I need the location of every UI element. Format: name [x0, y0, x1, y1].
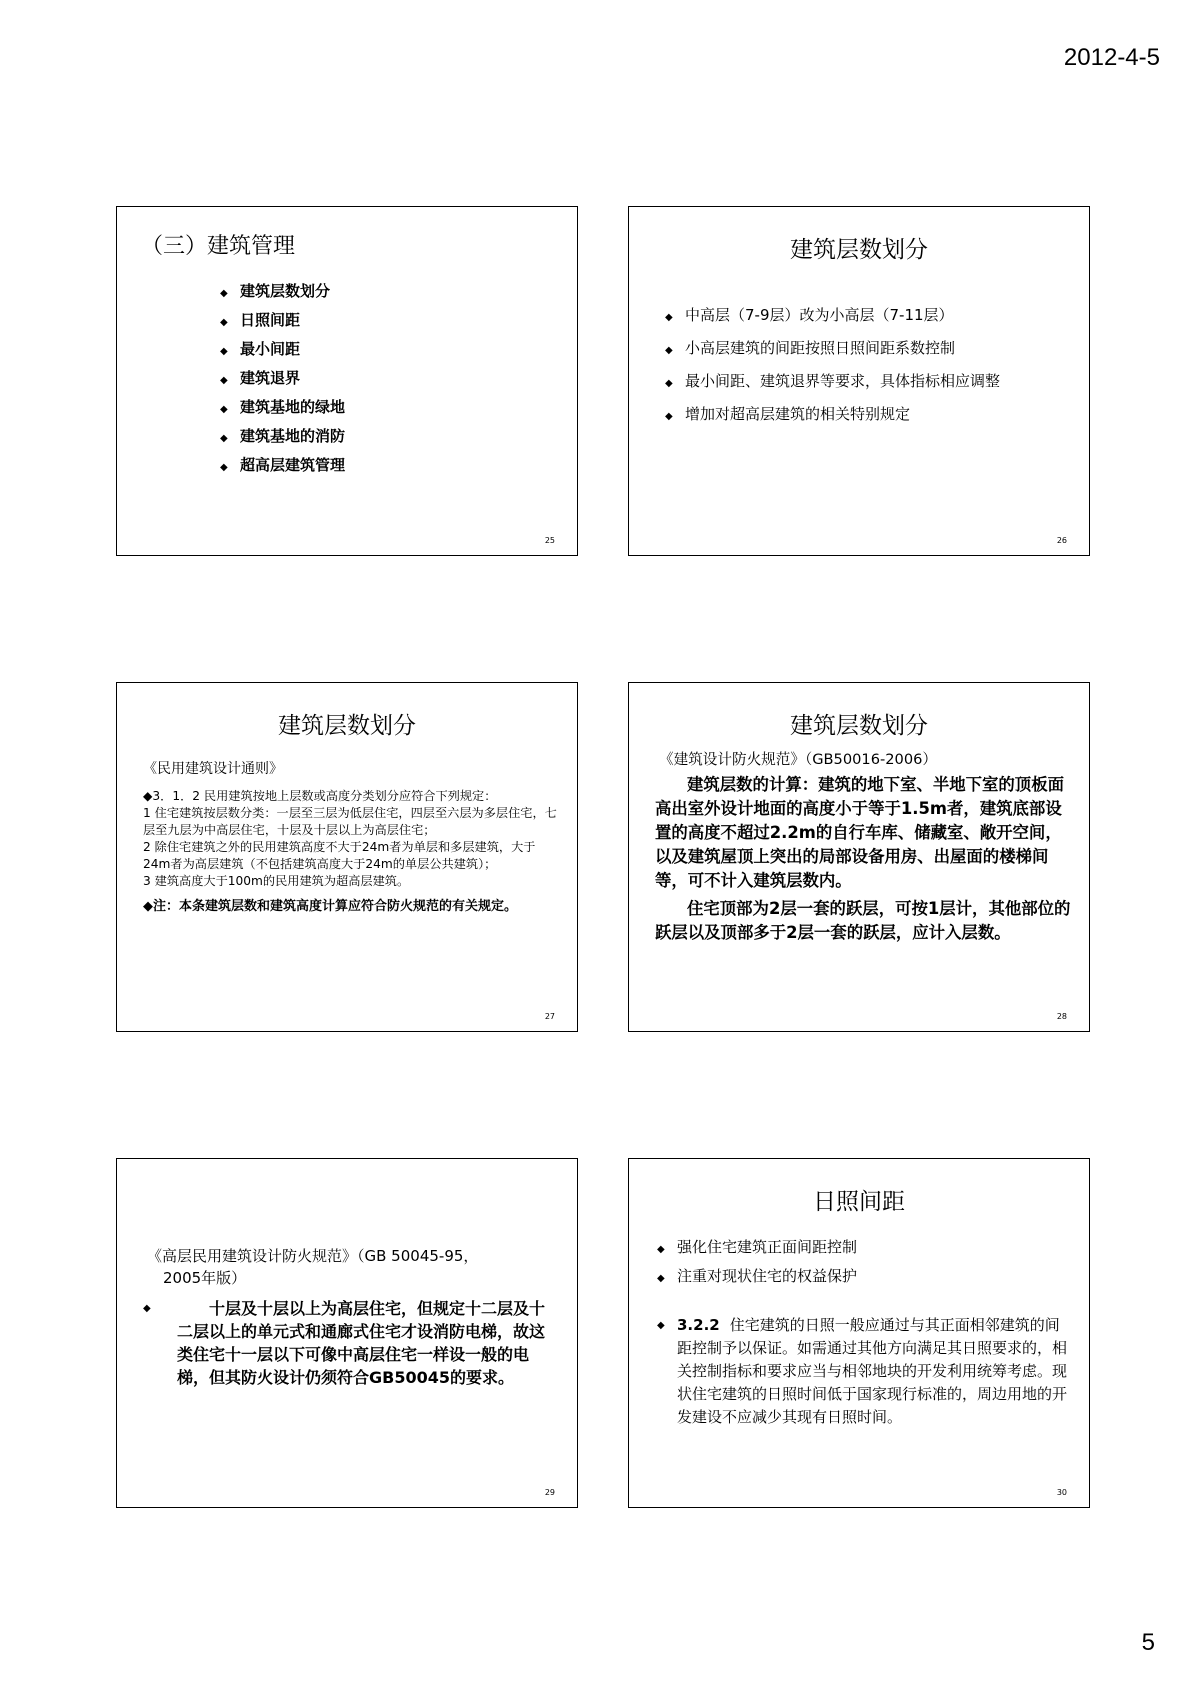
- page-date: 2012-4-5: [1063, 44, 1160, 71]
- paragraph: 建筑层数的计算：建筑的地下室、半地下室的顶板面高出室外设计地面的高度小于等于1.5m者，建筑底部设置的高度不超过2.2m的自行车库、储藏室、敞开空间，以及建筑屋顶上突出的局部设备用房、出屋面的楼梯间等，可不计入建筑层数内。: [655, 775, 1064, 890]
- slide-30[interactable]: [628, 1158, 1090, 1508]
- slide-number: 30: [1056, 1488, 1067, 1497]
- clause-item: [657, 1314, 1069, 1429]
- list-item: ◆ 日照间距: [220, 307, 577, 336]
- diamond-bullet-icon: ◆: [220, 462, 228, 473]
- slide-28[interactable]: [628, 682, 1090, 1032]
- diamond-bullet-icon: ◆: [665, 312, 673, 323]
- list-item: ◆ 建筑基地的消防: [220, 423, 577, 452]
- topic-list: [220, 278, 577, 481]
- list-item: ◆ 建筑基地的绿地: [220, 394, 577, 423]
- reference-line: 《高层民用建筑设计防火规范》（GB 50045-95，: [147, 1247, 479, 1265]
- reference-line: 2005年版）: [163, 1269, 247, 1287]
- diamond-bullet-icon: ◆: [220, 433, 228, 444]
- slide-number: 29: [544, 1488, 555, 1497]
- clause-number: 3.2.2: [677, 1316, 720, 1334]
- list-item: ◆ 超高层建筑管理: [220, 452, 577, 481]
- slide-title: 日照间距: [813, 1189, 905, 1215]
- slide-29[interactable]: [116, 1158, 578, 1508]
- list-item: [143, 1297, 557, 1389]
- regulation-line: 1 住宅建筑按层数分类：一层至三层为低层住宅，四层至六层为多层住宅，七层至九层为中高层住宅，十层及十层以上为高层住宅；: [143, 806, 557, 837]
- diamond-bullet-icon: ◆: [220, 317, 228, 328]
- slide-subtitle: 《民用建筑设计通则》: [143, 761, 283, 777]
- slide-number: 27: [544, 1012, 555, 1021]
- list-item: ◆ 最小间距、建筑退界等要求，具体指标相应调整: [665, 366, 1089, 399]
- slide-title: 建筑层数划分: [278, 713, 416, 739]
- point-list: [657, 1234, 1089, 1292]
- point-list: [665, 300, 1089, 432]
- list-item: ◆ 强化住宅建筑正面间距控制: [657, 1234, 1089, 1263]
- diamond-bullet-icon: ◆: [665, 378, 673, 389]
- regulation-line: 2 除住宅建筑之外的民用建筑高度不大于24m者为单层和多层建筑，大于24m者为高层建筑（不包括建筑高度大于24m的单层公共建筑）；: [143, 840, 536, 871]
- diamond-bullet-icon: ◆: [220, 404, 228, 415]
- diamond-bullet-icon: ◆: [657, 1320, 665, 1331]
- regulation-text: [143, 788, 557, 890]
- list-item: ◆ 中高层（7-9层）改为小高层（7-11层）: [665, 300, 1089, 333]
- diamond-bullet-icon: ◆: [665, 411, 673, 422]
- list-item: ◆ 增加对超高层建筑的相关特别规定: [665, 399, 1089, 432]
- slide-number: 26: [1056, 536, 1067, 545]
- slide-number: 28: [1056, 1012, 1067, 1021]
- slide-25[interactable]: [116, 206, 578, 556]
- slide-title: 建筑层数划分: [790, 713, 928, 739]
- diamond-bullet-icon: ◆: [665, 345, 673, 356]
- regulation-line: ◆3．1．2 民用建筑按地上层数或高度分类划分应符合下列规定：: [143, 789, 497, 803]
- diamond-bullet-icon: ◆: [220, 346, 228, 357]
- diamond-bullet-icon: ◆: [143, 1303, 151, 1314]
- list-item: ◆ 最小间距: [220, 336, 577, 365]
- diamond-bullet-icon: ◆: [657, 1273, 665, 1284]
- regulation-note: ◆注：本条建筑层数和建筑高度计算应符合防火规范的有关规定。: [143, 899, 517, 914]
- page-number: 5: [1141, 1629, 1155, 1656]
- regulation-line: 3 建筑高度大于100m的民用建筑为超高层建筑。: [143, 874, 410, 888]
- slide-number: 25: [544, 536, 555, 545]
- slide-26[interactable]: [628, 206, 1090, 556]
- list-item: ◆ 小高层建筑的间距按照日照间距系数控制: [665, 333, 1089, 366]
- diamond-bullet-icon: ◆: [220, 288, 228, 299]
- diamond-bullet-icon: ◆: [657, 1244, 665, 1255]
- list-item: ◆ 建筑退界: [220, 365, 577, 394]
- slide-title: （三）建筑管理: [141, 234, 296, 259]
- reference-title: [147, 1245, 547, 1289]
- slide-title: 建筑层数划分: [790, 237, 928, 263]
- list-item: ◆ 建筑层数划分: [220, 278, 577, 307]
- item-text: 十层及十层以上为高层住宅，但规定十二层及十二层以上的单元式和通廊式住宅才设消防电梯，故这类住宅十一层以下可像中高层住宅一样设一般的电梯，但其防火设计仍须符合GB50045的要求。: [177, 1299, 546, 1387]
- clause-text: 住宅建筑的日照一般应通过与其正面相邻建筑的间距控制予以保证。如需通过其他方向满足其日照要求的，相关控制指标和要求应当与相邻地块的开发利用统筹考虑。现状住宅建筑的日照时间低于国家现行标准的，周边用地的开发建设不应减少其现有日照时间。: [677, 1316, 1068, 1426]
- paragraph: 住宅顶部为2层一套的跃层，可按1层计，其他部位的跃层以及顶部多于2层一套的跃层，应计入层数。: [655, 899, 1071, 942]
- diamond-bullet-icon: ◆: [220, 375, 228, 386]
- slide-27[interactable]: [116, 682, 578, 1032]
- list-item: ◆ 注重对现状住宅的权益保护: [657, 1263, 1089, 1292]
- reference-title: 《建筑设计防火规范》（GB50016-2006）: [659, 751, 937, 768]
